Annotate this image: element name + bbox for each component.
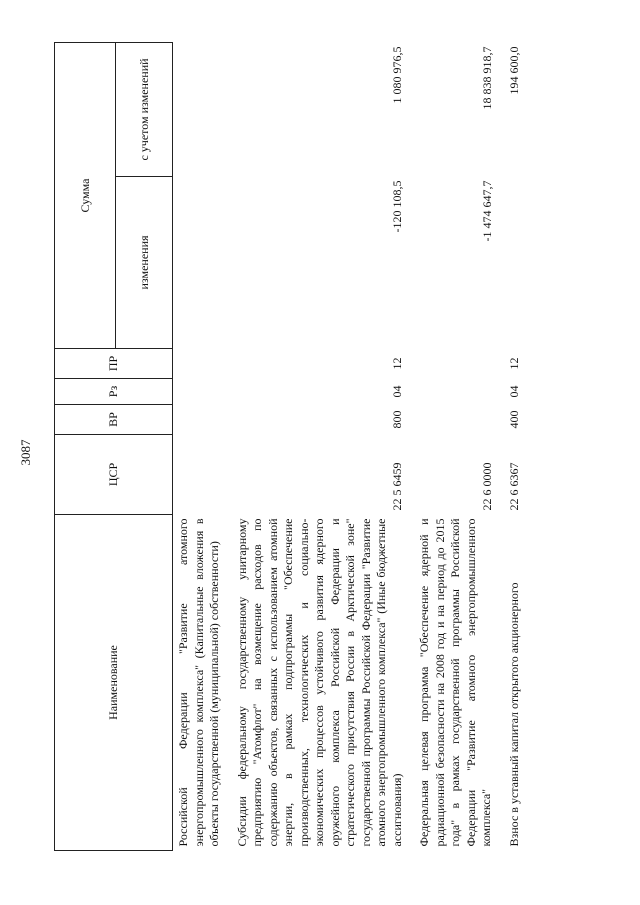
header-pr: ПР — [55, 349, 173, 379]
header-vr: ВР — [55, 405, 173, 435]
row-total: 194 600,0 — [507, 46, 521, 95]
row-name: Субсидии федеральному государственному унитарному предприятию "Атомфлот" на возмещение расходов по содержанию объектов, связанных с использованием атомной энергии, в рамках подпрограммы "Обеспечение производственных, технологических и социально-экономических процессов устойчивого развития ядерного оружейного комплекса Российской Федерации и стратегического присутствия России в Арктической зоне" государственной программы Российской Федерации "Развитие атомного энергопромышленного комплекса" (Иные бюджетные ассигнования) — [234, 518, 404, 847]
row-vr: 800 — [390, 410, 404, 429]
row-name: Федеральная целевая программа "Обеспечение ядерной и радиационной безопасности на 2008 год и на период до 2015 года" в рамках государственной программы Российской Федерации "Развитие атомного энергопромышленного комплекса" — [417, 518, 493, 847]
row-rz — [173, 379, 232, 405]
row-pr — [173, 349, 232, 379]
row-rz: 04 — [390, 385, 404, 398]
page-number: 3087 — [18, 439, 33, 466]
row-name: Взнос в уставный капитал открытого акционерного — [506, 582, 521, 847]
header-rz: Рз — [55, 379, 173, 405]
row-vr — [414, 405, 504, 435]
row-change: -1 474 647,7 — [479, 180, 494, 242]
row-pr — [414, 349, 504, 379]
row-name: Российской Федерации "Развитие атомного энергопромышленного комплекса" (Капитальные вложения в объекты государственной (муниципальной) собственности) — [176, 518, 221, 847]
row-rz — [414, 379, 504, 405]
row-total: 1 080 976,5 — [390, 46, 404, 104]
header-change: изменения — [116, 177, 173, 349]
row-csr: 22 6 0000 — [479, 462, 494, 511]
table-row — [232, 42, 415, 850]
header-name: Наименование — [55, 515, 173, 851]
table-body — [173, 42, 532, 850]
row-vr: 400 — [507, 410, 521, 429]
header-sum: Сумма — [55, 42, 116, 348]
row-csr: 22 5 6459 — [390, 462, 404, 511]
budget-table — [54, 42, 531, 851]
table-row — [173, 42, 232, 850]
row-change: -120 108,5 — [390, 180, 404, 233]
table-row — [414, 42, 504, 850]
row-csr: 22 6 6367 — [507, 462, 521, 511]
table-header — [55, 42, 173, 850]
row-change — [504, 177, 532, 349]
row-change — [173, 177, 232, 349]
row-pr: 12 — [507, 357, 521, 370]
row-pr: 12 — [390, 357, 404, 370]
row-total: 18 838 918,7 — [479, 46, 494, 110]
row-vr — [173, 405, 232, 435]
row-rz: 04 — [507, 385, 521, 398]
row-csr — [173, 435, 232, 515]
header-total: с учетом изменений — [116, 42, 173, 176]
row-total — [173, 42, 232, 176]
header-csr: ЦСР — [55, 435, 173, 515]
table-row — [504, 42, 532, 850]
